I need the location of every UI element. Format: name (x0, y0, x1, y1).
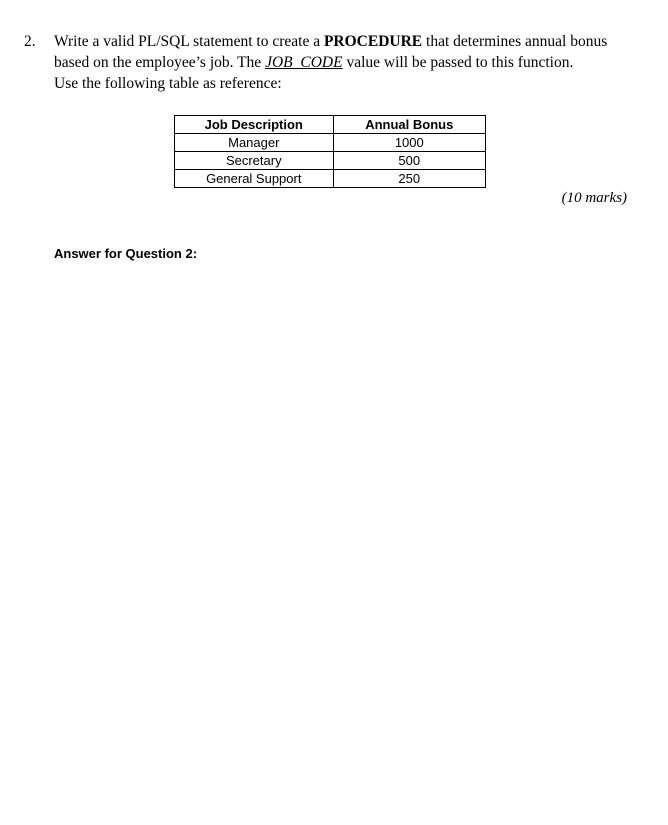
table-row (175, 152, 486, 170)
table-header-row (175, 116, 486, 134)
question-text-part1: Write a valid PL/SQL statement to create a (54, 33, 324, 50)
marks-label: (10 marks) (561, 190, 627, 206)
cell-annual-bonus: 500 (333, 152, 485, 170)
cell-job-description: Manager (175, 134, 334, 152)
cell-annual-bonus: 250 (333, 170, 485, 188)
question-keyword: PROCEDURE (323, 33, 423, 50)
answer-label: Answer for Question 2: (54, 246, 198, 261)
header-job-description: Job Description (175, 116, 334, 134)
question-block (24, 31, 644, 94)
question-reference-line: Use the following table as reference: (54, 75, 282, 92)
cell-annual-bonus: 1000 (333, 134, 485, 152)
question-text-part3: value will be passed to this function. (342, 54, 574, 71)
question-number: 2. (24, 33, 36, 50)
cell-job-description: Secretary (175, 152, 334, 170)
question-text-part2: that determines annual bonus based on the employee’s job. The (54, 33, 608, 71)
cell-job-description: General Support (175, 170, 334, 188)
bonus-reference-table (174, 115, 486, 188)
table-row (175, 134, 486, 152)
table-row (175, 170, 486, 188)
header-annual-bonus: Annual Bonus (333, 116, 485, 134)
question-field-name: JOB_CODE (265, 54, 343, 71)
question-text (54, 31, 644, 94)
